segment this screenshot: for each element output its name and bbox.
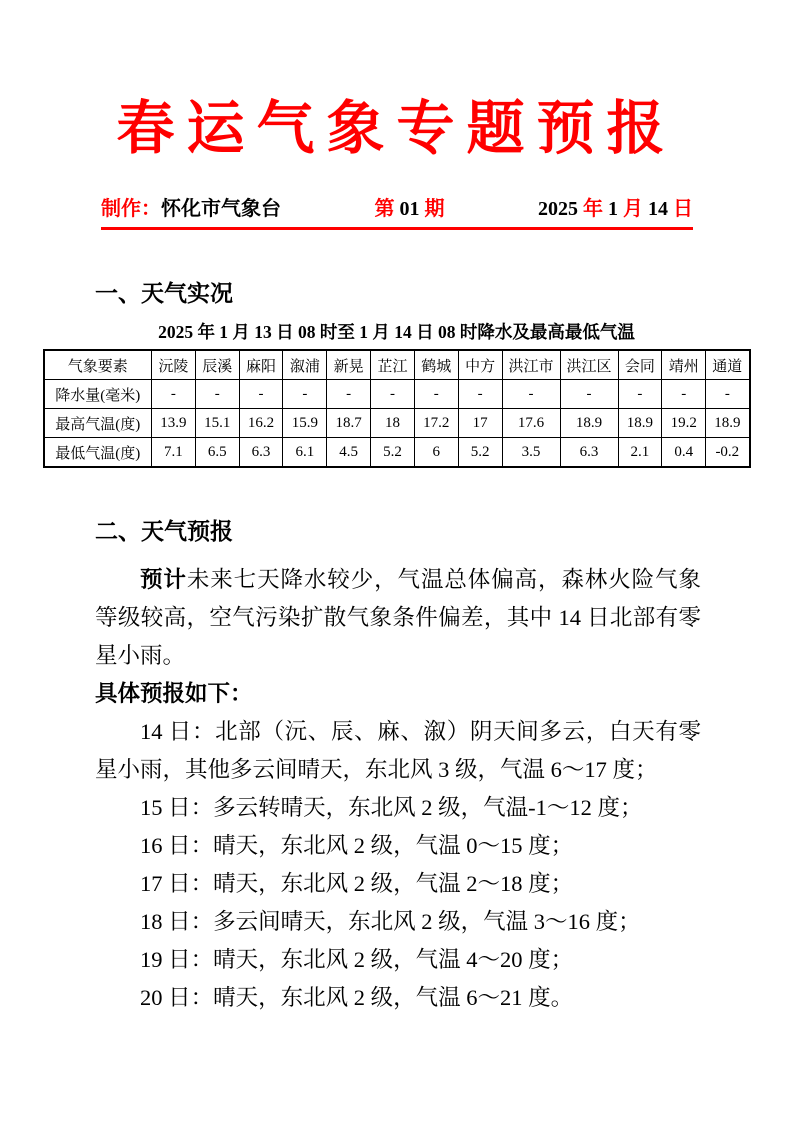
value-cell: 3.5 [502, 438, 560, 468]
value-cell: 17.6 [502, 409, 560, 438]
forecast-line: 17 日：晴天，东北风 2 级，气温 2～18 度； [140, 871, 574, 896]
issue-block [375, 196, 445, 222]
summary-body: 未来七天降水较少，气温总体偏高，森林火险气象等级较高，空气污染扩散气象条件偏差，其中 14 日北部有零星小雨。 [95, 567, 701, 668]
row-label-cell: 最低气温(度) [44, 438, 152, 468]
issue-number: 01 [399, 198, 420, 220]
row-label-cell: 降水量(毫米) [44, 380, 152, 409]
issue-suffix: 期 [424, 198, 445, 220]
table-title: 2025 年 1 月 13 日 08 时至 1 月 14 日 08 时降水及最高最低气温 [158, 322, 635, 342]
value-cell: - [283, 380, 327, 409]
forecast-line: 20 日：晴天，东北风 2 级，气温 6～21 度。 [140, 985, 574, 1010]
forecast-line: 18 日：多云间晴天，东北风 2 级，气温 3～16 度； [140, 909, 641, 934]
date-day-unit: 日 [673, 198, 693, 220]
date-month-unit: 月 [623, 198, 643, 220]
value-cell: 4.5 [327, 438, 371, 468]
value-cell: 17.2 [414, 409, 458, 438]
value-cell: 18.9 [706, 409, 750, 438]
producer-label: 制作： [101, 198, 161, 220]
station-header-cell: 新晃 [327, 350, 371, 380]
producer-block [101, 196, 281, 222]
value-cell: 2.1 [618, 438, 662, 468]
value-cell: 0.4 [662, 438, 706, 468]
element-header-cell: 气象要素 [44, 350, 152, 380]
value-cell: 6.5 [195, 438, 239, 468]
detail-heading: 具体预报如下： [95, 681, 253, 706]
value-cell: 18.9 [560, 409, 618, 438]
value-cell: 6.3 [560, 438, 618, 468]
table-body [44, 380, 750, 468]
station-header-cell: 会同 [618, 350, 662, 380]
issue-prefix: 第 [374, 198, 395, 220]
section1-heading: 一、天气实况 [95, 280, 233, 306]
forecast-list [95, 713, 701, 1017]
value-cell: - [618, 380, 662, 409]
station-header-cell: 靖州 [662, 350, 706, 380]
station-header-cell: 鹤城 [414, 350, 458, 380]
date-year-unit: 年 [583, 198, 603, 220]
value-cell: 19.2 [662, 409, 706, 438]
value-cell: 7.1 [152, 438, 196, 468]
date-block [538, 196, 693, 222]
value-cell: 15.9 [283, 409, 327, 438]
date-day: 14 [648, 198, 668, 220]
value-cell: - [706, 380, 750, 409]
value-cell: 5.2 [371, 438, 415, 468]
table-row [44, 380, 750, 409]
forecast-line: 14 日：北部（沅、辰、麻、溆）阴天间多云，白天有零星小雨，其他多云间晴天，东北风 3 级，气温 6～17 度； [95, 719, 701, 782]
value-cell: 5.2 [458, 438, 502, 468]
station-header-cell: 洪江区 [560, 350, 618, 380]
forecast-text-block [95, 561, 701, 1017]
station-header-cell: 溆浦 [283, 350, 327, 380]
value-cell: 18 [371, 409, 415, 438]
value-cell: - [195, 380, 239, 409]
value-cell: 6.1 [283, 438, 327, 468]
table-row [44, 409, 750, 438]
station-header-cell: 洪江市 [502, 350, 560, 380]
value-cell: 18.9 [618, 409, 662, 438]
station-header-cell: 辰溪 [195, 350, 239, 380]
value-cell: 18.7 [327, 409, 371, 438]
value-cell: 6 [414, 438, 458, 468]
value-cell: - [239, 380, 283, 409]
summary-lead: 预计 [140, 567, 187, 592]
value-cell: - [502, 380, 560, 409]
date-year: 2025 [538, 198, 578, 220]
station-header-cell: 沅陵 [152, 350, 196, 380]
forecast-line: 16 日：晴天，东北风 2 级，气温 0～15 度； [140, 833, 574, 858]
value-cell: - [152, 380, 196, 409]
section2-heading: 二、天气预报 [95, 518, 233, 544]
date-month: 1 [608, 198, 618, 220]
table-head-row [44, 350, 750, 380]
value-cell: - [371, 380, 415, 409]
doc-title: 春运气象专题预报 [116, 96, 677, 161]
value-cell: 13.9 [152, 409, 196, 438]
row-label-cell: 最高气温(度) [44, 409, 152, 438]
value-cell: 16.2 [239, 409, 283, 438]
table-row [44, 438, 750, 468]
value-cell: 17 [458, 409, 502, 438]
value-cell: - [458, 380, 502, 409]
value-cell: 6.3 [239, 438, 283, 468]
forecast-line: 15 日：多云转晴天，东北风 2 级，气温-1～12 度； [140, 795, 643, 820]
value-cell: - [662, 380, 706, 409]
forecast-summary [95, 561, 701, 675]
producer-name: 怀化市气象台 [161, 198, 281, 220]
station-header-cell: 麻阳 [239, 350, 283, 380]
value-cell: - [414, 380, 458, 409]
red-divider [101, 227, 693, 230]
station-header-cell: 芷江 [371, 350, 415, 380]
value-cell: -0.2 [706, 438, 750, 468]
forecast-line: 19 日：晴天，东北风 2 级，气温 4～20 度； [140, 947, 574, 972]
value-cell: - [560, 380, 618, 409]
byline [101, 196, 693, 222]
value-cell: - [327, 380, 371, 409]
station-header-cell: 通道 [706, 350, 750, 380]
station-header-cell: 中方 [458, 350, 502, 380]
weather-table [43, 349, 751, 468]
value-cell: 15.1 [195, 409, 239, 438]
